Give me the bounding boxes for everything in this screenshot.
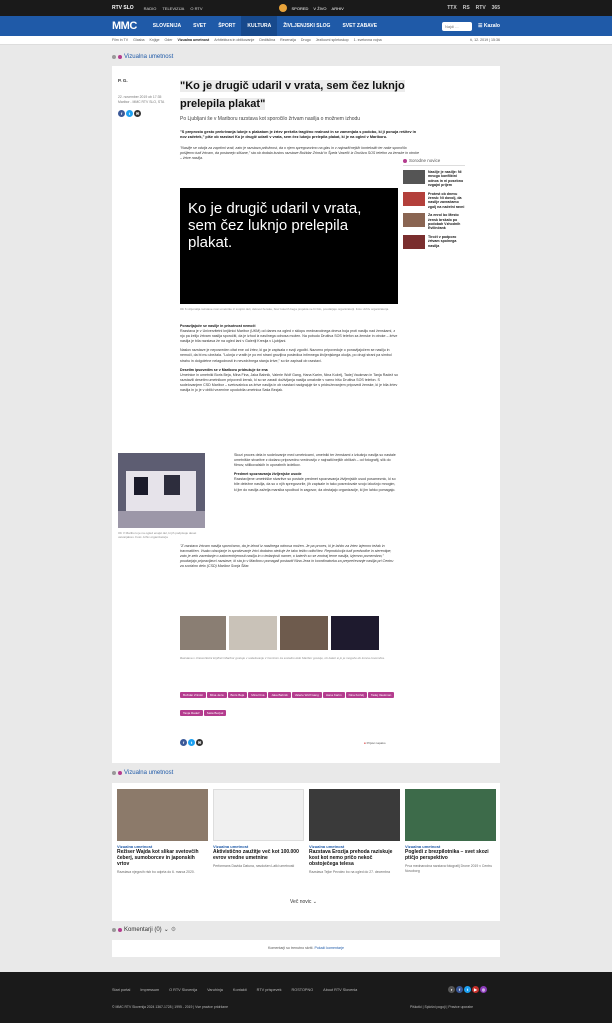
related-image <box>309 789 400 841</box>
facebook-icon[interactable]: f <box>180 739 187 746</box>
subnav-drugo[interactable]: Drugo <box>300 38 311 42</box>
footer-link[interactable]: About RTV Slovenia <box>323 988 358 992</box>
related-item[interactable] <box>117 789 208 875</box>
article-date: 22. november 2019 ob 17:35 <box>118 95 162 99</box>
report-error-label: Prijavi napako <box>366 741 386 745</box>
sub-nav <box>0 36 612 45</box>
email-icon[interactable]: ✉ <box>197 740 202 745</box>
photo-strip-caption: Razstava v Univerzitetni knjižnici Maribor gostuje v sodelovanju z Centrom za socialno delo Maribor gostuje, ob kateri si jo je mogoče do konca novembra. <box>180 656 385 660</box>
tag[interactable]: Valerie Wolf Gang <box>292 692 322 698</box>
article-title: "Ko je drugič udaril v vrata, sem čez luknjo prelepila plakat" <box>180 80 405 110</box>
related-sidebar <box>403 158 465 249</box>
comments-note: Komentarji so trenutno skriti. <box>267 946 314 950</box>
nav-kultura[interactable]: KULTURA <box>241 16 277 36</box>
more-news-label: Več novic <box>290 899 312 905</box>
article-p6: Razstavljene umetniške stvaritve so postale predmet spoznavanja življenjskih usod posameznic, ki so bile deležne nasilja, da so o njih spregovorile, jih zapisale in tako posredovale svojo izkušnjo mnogim, ki jim do nasilja zaželja marsika spodbud in zagovor, da obstajajo organizacije, ki jim lahko pomagajo. <box>234 477 396 492</box>
top-link-archive[interactable]: ARHIV <box>331 5 344 11</box>
sidebar-item-title: Za enrol bo Mesto žensk brskalo po podobah Vzhodnih Evilinčank <box>428 213 461 231</box>
thumbnail <box>403 235 425 249</box>
mmc-logo[interactable]: MMC <box>112 20 137 32</box>
article-lead: Po Ljubljani še v Mariboru razstava kot sporočilo žrtvam nasilja o možnem izhodu <box>180 116 361 122</box>
top-bar <box>0 0 612 16</box>
photo-thumb[interactable] <box>280 616 328 650</box>
photo-strip <box>180 616 379 650</box>
nav-zivljenjski-slog[interactable]: ŽIVLJENJSKI SLOG <box>283 23 331 29</box>
top-link-rs[interactable]: RS <box>462 5 470 11</box>
sidebar-item-title: Protest ob dnevu žensk: Ni dovolj, da nasilje zavračamo zgolj na načelni ravni <box>428 191 465 209</box>
nav-svet-zabave[interactable]: SVET ZABAVE <box>342 23 378 29</box>
article-p5: Skozi proces dela in sodelovanje med umetnicami, umetniki ter ženskami z izkušnjo nasilja so nastale umetniške stvaritve z dodano pripovedno vrednostjo v najrazličnejših oblikah – od fotografij, slik do filmov, stilikovalskih in uporabnih izdelkov. <box>234 453 396 468</box>
hero-image[interactable] <box>180 188 398 304</box>
section-heading <box>112 54 173 60</box>
sidebar-item-title: Tiroči v podporo žrtvam spolnega nasilja <box>428 234 457 248</box>
footer-copyright: © MMC RTV Slovenija 2024 1367-1728 | 1995 - 2019 | Vse pravice pridržane <box>112 1005 228 1009</box>
article-p2: Razstava je v Univerzitetni knjižnici Maribor (UKM) od danes na ogled v sklopu mednarodnega dneva boja proti nasilju nad ženskami, z njo pa želijo žrtvam nasilja sporočiti, da je izhod iz nasilnega odnosa možen. Na pobudo Društva SOS telefon za ženske in otroke – žrtve nasilja je bila razstava že na ogled lani v Galeriji Kresija v Ljubljani. <box>180 329 398 344</box>
related-item-sub: Razstava Tejke Pevolec bo na ogled do 27. decembra <box>309 870 390 874</box>
tag[interactable]: Saša Bezjak <box>204 710 227 716</box>
dot-icon <box>112 928 116 932</box>
twitter-icon[interactable]: t <box>464 986 471 993</box>
subheading: Predmet spoznavanja življenjske usode <box>234 472 302 477</box>
photo-thumb[interactable] <box>229 616 277 650</box>
subnav-date: ti, 12. 2019 | 15:36 <box>470 38 500 42</box>
show-comments-link[interactable]: Pokaži komentarje <box>314 946 345 950</box>
sidebar-item-title: Nasilje je nasilje: Ni mnogo konfliktni odnos in ni posebno ezgajni prijem <box>428 170 464 188</box>
main-nav <box>0 16 612 36</box>
sidebar-title: Sorodne novice <box>409 158 441 163</box>
footer <box>0 972 612 1023</box>
subnav-jezikovni[interactable]: Jezikovni spletoskop <box>315 38 349 42</box>
related-item-title: Pogledi z brezpilotnika – svet skozi ptičjo perspektivo <box>405 849 489 861</box>
top-link-rtv[interactable]: O RTV <box>190 5 203 11</box>
nav-sport[interactable]: ŠPORT <box>218 23 236 29</box>
hero-caption: Ob 6 vizjunalija razstave nosi umetnike iz svojimi deli, delovet ženske, brez koterih bega projekta ne bi bilo, poudarjajo organizatorji. Foto: Arhiv organizatorja <box>180 307 389 311</box>
subnav-vojna[interactable]: 1. svetovna vojna <box>353 38 382 42</box>
related-section-title[interactable]: Vizualna umetnost <box>124 770 174 776</box>
subnav-vizualna[interactable]: Vizualna umetnost <box>177 38 210 42</box>
top-link-radio[interactable]: RADIO <box>143 5 157 11</box>
subnav-recenzija[interactable]: Recenzija <box>280 38 296 42</box>
subnav-glasba[interactable]: Glasba <box>133 38 145 42</box>
rss-icon[interactable]: r <box>448 986 455 993</box>
comments-card <box>112 940 500 957</box>
top-link-live[interactable]: V ŽIVO <box>313 5 327 11</box>
article-card <box>112 66 500 763</box>
top-link-rtv2[interactable]: RTV <box>475 5 486 11</box>
gallery-photo[interactable] <box>118 453 205 528</box>
sidebar-item[interactable] <box>403 170 465 188</box>
footer-link[interactable]: ROSTOPNO <box>291 988 314 992</box>
top-link-spored[interactable]: SPORED <box>291 5 309 11</box>
article-source: Maribor - MMC RTV SLO, STA <box>118 100 165 104</box>
photo-thumb[interactable] <box>331 616 379 650</box>
article-p1: "Nasilje se odvija za zaprtimi vrati, zato je razstava priložnost, da o njem spregovorimo na glas in v najrazličnejših kontekstih ter naše sporočilo pošljemo tudi žrtvam, da postanejo slišane," sta ob dodala kustos razstave Božidar Zrinski in Špela Vaselič iz Društva SOS telefon za ženske in otroke – žrtve nasilja. <box>180 146 420 161</box>
footer-social <box>448 986 487 993</box>
related-item[interactable] <box>405 789 496 873</box>
related-item-sub: Performans Davida Datuna, navdušen Latki umetnosti <box>213 864 295 868</box>
related-item-sub: Prva mednarodna razstava fotografij Drone 2019 v Centru Novoborg <box>405 864 493 873</box>
alert-icon: ● <box>364 741 366 745</box>
search-input[interactable]: Najdi ... <box>442 22 472 31</box>
dot-icon <box>403 159 407 163</box>
footer-link[interactable]: Varuhinja <box>207 988 223 992</box>
related-item-section: Vizualna umetnost <box>213 844 249 849</box>
tag[interactable]: Mina Fina <box>248 692 267 698</box>
article-intro: "S preprosto gesto prekrivanja luknje s plakatom je žrtev prekrila tragično realnost in se zamenjala s podobo, ki ji ponuja rešitev in nov začetek," piše ob razstavi Ko je drugič udaril v vrata, sem čez luknjo prelepila plakat, ki je na ogled v Mariboru. <box>180 130 417 140</box>
subnav-film[interactable]: Film in TV <box>112 38 129 42</box>
article-body-2 <box>234 453 398 497</box>
dot-icon <box>112 55 116 59</box>
subnav-oder[interactable]: Oder <box>164 38 173 42</box>
related-image <box>405 789 496 841</box>
facebook-icon[interactable]: f <box>118 110 125 117</box>
tag[interactable]: Mina Jeza <box>207 692 227 698</box>
related-item-section: Vizualna umetnost <box>309 844 345 849</box>
article-p4: Umetnice in umetniki Boris Beja, Mina Fina, Jaka Babnik, Valerie Wolf Gang, Hana Karim, Nina Koželj, Tadej Vaukman in Tanja Radež so razstavili desetim umetnikom pripovedi žensk, ki so se zaradi doživljanja nasilja umaknile v varno hišo Društva SOS telefon. S sodelovanjem CSD Maribor – svetovalnica za žrtve nasilja in ob razstavi nadgrajuje še s pridruževanjem pripovedi ženske, ki je bila žrtev nasilja in jo je v obliki vezenine upodobila umetnica Saša Bezjak. <box>180 372 398 393</box>
chevron-down-icon: ⌄ <box>163 927 169 933</box>
related-item[interactable] <box>309 789 400 875</box>
comments-heading[interactable] <box>112 926 176 933</box>
related-item-title: Režiser Wajda kot slikar svetovčih čeberj, sumoborcev in japonskih vrtov <box>117 849 199 867</box>
twitter-icon[interactable]: t <box>188 739 195 746</box>
youtube-icon[interactable]: ▶ <box>473 987 478 992</box>
gallery-caption: Ob V Mariboru je na ogled enajst del, ki jih podpisuje deset ustvarjalcev. Foto: Arhiv organizatorja <box>118 531 197 539</box>
dot-icon <box>112 771 116 775</box>
top-link-ttx[interactable]: TTX <box>447 5 457 11</box>
menu-label: Kazalo <box>483 23 500 29</box>
subnav-dediscina[interactable]: Dediščina <box>259 38 276 42</box>
subheading: Desetim ipsovedim se v Mariboru pridružuje še ena <box>180 367 268 372</box>
rtv-logo[interactable]: RTV SLO <box>112 5 134 11</box>
comments-title: Komentarji (0) <box>124 926 162 933</box>
article-p3: Naslov razstave je neposreden citat ene od žrtev, ki ga je zapisala v svoji zgodbi. Nazorno pripoveduje o ponavljajočem se nasilju in nemoči, da bi mu ubežala. "Luknja v vratih je po eni strani grozljiva posledica intimnega življenjskega okolja, po drugi strani pa simbol strahu in dolgoletne nelagodnosti in nevzdržnega stanja žrtve," so še zapisali ob razstavi. <box>180 348 392 363</box>
related-item-section: Vizualna umetnost <box>117 844 153 849</box>
article-body-1 <box>180 324 398 397</box>
clock-icon <box>279 4 287 12</box>
subnav-knjige[interactable]: Knjige <box>149 38 160 42</box>
footer-link[interactable]: Impressum <box>140 988 160 992</box>
dot-icon <box>118 928 122 932</box>
tag[interactable]: Nina Koželj <box>346 692 367 698</box>
dot-icon <box>118 55 122 59</box>
gear-icon[interactable]: ⚙ <box>170 927 177 933</box>
top-link-tv[interactable]: TELEVIZIJA <box>162 5 185 11</box>
related-item-title: Aktivistično zaužitje več kot 100.000 evrov vredne umetnine <box>213 849 299 861</box>
email-icon[interactable]: ✉ <box>135 111 140 116</box>
top-link-365[interactable]: 365 <box>491 5 500 11</box>
sidebar-item[interactable] <box>403 192 465 210</box>
thumbnail <box>403 192 425 206</box>
subnav-arhitektura[interactable]: Arhitektura in oblikovanje <box>214 38 255 42</box>
related-item-section: Vizualna umetnost <box>405 844 441 849</box>
nav-svet[interactable]: SVET <box>193 23 207 29</box>
report-error-link[interactable] <box>364 741 386 745</box>
thumbnail <box>403 213 425 227</box>
photo-thumb[interactable] <box>180 616 226 650</box>
related-image <box>117 789 208 841</box>
tag[interactable]: Jaka Babnik <box>268 692 290 698</box>
related-section-heading <box>112 770 173 776</box>
tag[interactable]: Tadej Vaukman <box>368 692 394 698</box>
thumbnail <box>403 170 425 184</box>
section-title[interactable]: Vizualna umetnost <box>124 54 174 60</box>
article-author[interactable]: P. G. <box>118 78 128 83</box>
hero-quote: Ko je drugič udaril v vrata, sem čez luknjo prelepila plakat. <box>188 200 362 251</box>
instagram-icon[interactable]: ◎ <box>481 987 486 992</box>
footer-link[interactable]: RTV prispevek <box>256 988 282 992</box>
footer-legal[interactable]: Piškotki | Splošni pogoji | Pravice uporabe <box>410 1005 474 1009</box>
sidebar-item[interactable] <box>403 235 465 249</box>
chevron-down-icon: ⌄ <box>312 899 317 905</box>
facebook-icon[interactable]: f <box>456 986 463 993</box>
sidebar-item[interactable] <box>403 213 465 231</box>
twitter-icon[interactable]: t <box>126 110 133 117</box>
subheading: Ponavljajoče se nasilje in prisotnost nemoči <box>180 324 256 328</box>
menu-button[interactable]: ☰ Kazalo <box>478 23 500 29</box>
article-p7: "Z razstavo žrtvam nasilja sporočamo, da je izhod iz nasilnega odnosa možen. Je pa proces, ki je lahko za žrtev izjemno težak in travmatičen. Vsako obsojanje in spraševanje žrtvi dodatno otežuje že tako težko odločitev. Reprodukcija tudi predsodke in stereotipe, zato je zelo zavedanje o zakoreninjenosti nasilja in o tedanjosti namer, o katerih so se znotraj teme nasilja, izjemno pomembno," poudarjajo pripravljavci razstave, ki sta jo v Mariboru pomagali postaviti Nina Jeza in koordinatorka za preprečevanje nasilja pri Centru za socialno delo (CSD) Maribor Sonja Šitar. <box>180 544 394 569</box>
related-image <box>213 789 304 841</box>
tag[interactable]: Božidar Zrinski <box>180 692 206 698</box>
related-item[interactable] <box>213 789 304 869</box>
related-item-sub: Razstava njegovih risb bo odprta do 6. marca 2020. <box>117 870 195 874</box>
more-news-button[interactable] <box>290 899 317 905</box>
share-buttons-bottom <box>180 739 203 746</box>
nav-slovenija[interactable]: SLOVENIJA <box>152 23 182 29</box>
tag[interactable]: Hana Karim <box>323 692 345 698</box>
footer-link[interactable]: O RTV Slovenija <box>169 988 198 992</box>
footer-link[interactable]: Kontakti <box>232 988 247 992</box>
tag[interactable]: Tanja Radež <box>180 710 203 716</box>
share-buttons <box>118 110 170 117</box>
related-item-title: Razstava Erozija prehoda raziskuje kost kot nemo pričo nekoč obstoječega telesa <box>309 849 393 867</box>
dot-icon <box>118 771 122 775</box>
footer-link[interactable]: Stari portal <box>112 988 131 992</box>
tag[interactable]: Boris Beja <box>228 692 248 698</box>
tag-list <box>180 683 398 719</box>
